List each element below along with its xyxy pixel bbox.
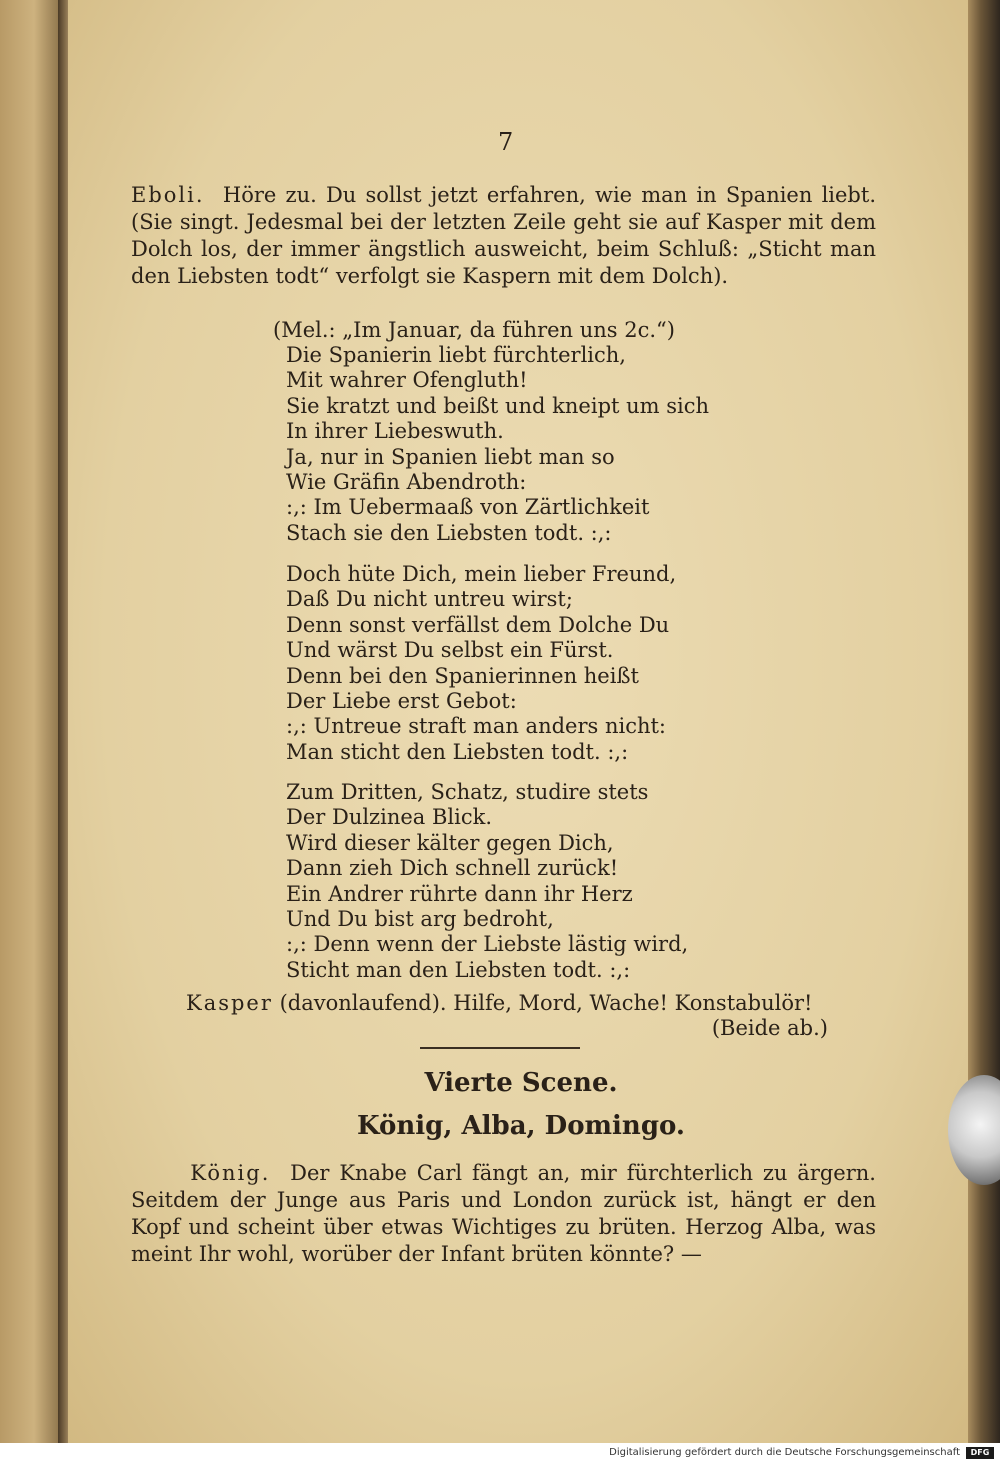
verse-line: Daß Du nicht untreu wirst; [286,587,573,612]
verse-3 [286,780,688,983]
verse-line: Zum Dritten, Schatz, studire stets [286,780,649,804]
speaker-eboli: Eboli. [131,183,205,207]
verse-line: Der Dulzinea Blick. [286,805,493,830]
left-page-edge [0,0,62,1443]
speaker-kasper: Kasper [186,991,273,1015]
funding-credit: Digitalisierung gefördert durch die Deutsche Forschungsgemeinschaft [609,1447,960,1458]
verse-line: Stach sie den Liebsten todt. :,: [286,520,612,545]
verse-line: Man sticht den Liebsten todt. :,: [286,739,629,764]
koenig-paragraph [131,1160,876,1268]
verse-line: Die Spanierin liebt fürchterlich, [286,343,626,367]
verse-line: Sticht man den Liebsten todt. :,: [286,957,631,982]
section-divider [420,1047,580,1049]
verse-line: Und Du bist arg bedroht, [286,907,554,932]
verse-line: Dann zieh Dich schnell zurück! [286,856,619,881]
footer-bar [0,1443,1000,1463]
verse-line: Wie Gräfin Abendroth: [286,470,527,495]
verse-line: Wird dieser kälter gegen Dich, [286,830,614,855]
verse-line: Denn bei den Spanierinnen heißt [286,663,639,688]
verse-line: Denn sonst verfällst dem Dolche Du [286,612,670,637]
verse-line: :,: Im Uebermaaß von Zärtlichkeit [286,495,650,520]
book-page [68,0,974,1443]
eboli-text: Höre zu. Du sollst jetzt erfahren, wie man in Spanien liebt. (Sie singt. Jedesmal bei der letzten Zeile geht sie auf Kasper mit dem Dolch los, der immer ängstlich ausweicht, beim Schluß: „Sticht man den Liebsten todt“ verfolgt sie Kaspern mit dem Dolch). [131,183,876,288]
verse-line: Und wärst Du selbst ein Fürst. [286,638,614,663]
kasper-line [186,990,876,1017]
page-number: 7 [498,128,514,156]
verse-2 [286,562,676,765]
verse-line: Der Liebe erst Gebot: [286,689,517,714]
verse-line: :,: Untreue straft man anders nicht: [286,714,666,739]
stage-direction: (Beide ab.) [711,1016,828,1040]
melody-line: (Mel.: „Im Januar, da führen uns 2c.“) [273,318,675,342]
right-page-edge [968,0,1000,1443]
verse-line: Mit wahrer Ofengluth! [286,368,528,393]
verse-1 [286,343,709,546]
verse-line: :,: Denn wenn der Liebste lästig wird, [286,932,689,957]
verse-line: Sie kratzt und beißt und kneipt um sich [286,393,710,418]
kasper-text: (davonlaufend). Hilfe, Mord, Wache! Konstabulör! [279,991,813,1015]
scene-characters: König, Alba, Domingo. [357,1111,685,1141]
verse-line: Ein Andrer rührte dann ihr Herz [286,881,633,906]
scene-title: Vierte Scene. [424,1068,618,1098]
melody-note [273,318,675,343]
dfg-logo-icon: DFG [966,1447,994,1459]
koenig-text: Der Knabe Carl fängt an, mir fürchterlich zu ärgern. Seitdem der Junge aus Paris und London zurück ist, hängt er den Kopf und scheint über etwas Wichtiges zu brüten. Herzog Alba, was meint Ihr wohl, worüber der Infant brüten könnte? — [131,1161,876,1266]
verse-line: Ja, nur in Spanien liebt man so [286,444,615,469]
verse-line: Doch hüte Dich, mein lieber Freund, [286,562,677,586]
eboli-paragraph [131,182,876,290]
speaker-koenig: König. [190,1161,271,1185]
verse-line: In ihrer Liebeswuth. [286,419,504,444]
